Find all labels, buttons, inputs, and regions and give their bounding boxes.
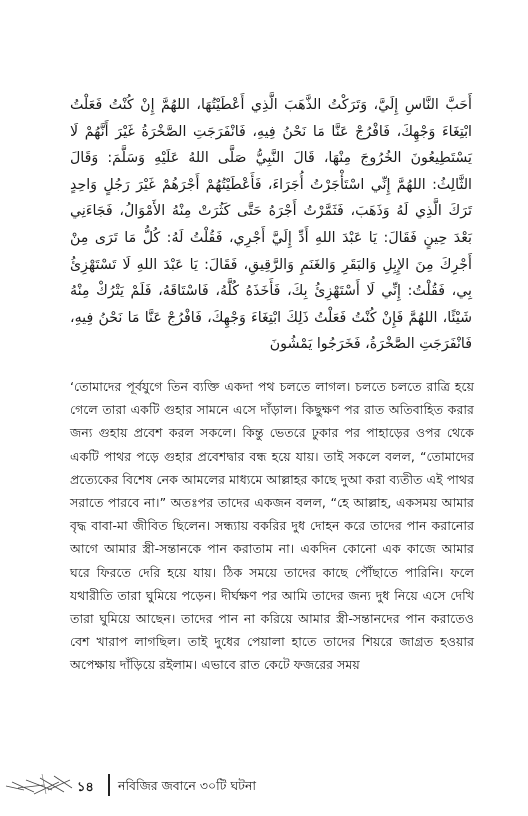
bengali-paragraph: ‘তোমাদের পূর্বযুগে তিন ব্যক্তি একদা পথ চলতে লাগল। চলতে চলতে রাত্রি হয়ে গেলে তারা একটি গুহার সামনে এসে দাঁড়াল। কিছুক্ষণ পর রাত অতিবাহিত করার জন্য গুহায় প্রবেশ করল সকলে। কিন্তু ভেতরে ঢুকার পর পাহাড়ের ওপর থেকে একটি পাথর পড়ে গুহার প্রবেশদ্বার বন্ধ হয়ে যায়। তাই সকলে বলল, “তোমাদের প্রত্যেকের বিশেষ নেক আমলের মাধ্যমে আল্লাহর কাছে দুআ করা ব্যতীত এই পাথর সরাতে পারবে না।” অতঃপর তাদের একজন বলল, “হে আল্লাহ, একসময় আমার বৃদ্ধ বাবা-মা জীবিত ছিলেন। সন্ধ্যায় বকরির দুধ দোহন করে তাদের পান করানোর আগে আমার স্ত্রী-সন্তানকে পান করাতাম না। একদিন কোনো এক কাজে আমার ঘরে ফিরতে দেরি হয়ে যায়। ঠিক সময়ে তাদের কাছে পৌঁছাতে পারিনি। ফলে যথারীতি তারা ঘুমিয়ে পড়েন। দীর্ঘক্ষণ পর আমি তাদের জন্য দুধ নিয়ে এসে দেখি তারা ঘুমিয়ে আছেন। তাদের পান না করিয়ে আমার স্ত্রী-সন্তানদের পান করাতেও বেশ খারাপ লাগছিল। তাই দুধের পেয়ালা হাতে তাদের শিয়রে জাগ্রত হওয়ার অপেক্ষায় দাঁড়িয়ে রইলাম। এভাবে রাত কেটে ফজরের সময় xyxy=(70,379,474,673)
arabic-hadith-text xyxy=(70,92,472,358)
running-title: নবিজির জবানে ৩০টি ঘটনা xyxy=(118,778,257,793)
scratch-mark-decoration xyxy=(4,768,74,798)
bengali-translation-text xyxy=(70,375,474,677)
page-number: ১৪ xyxy=(77,780,94,795)
page-footer xyxy=(0,768,528,798)
footer-divider xyxy=(108,774,110,796)
arabic-paragraph: أَحَبَّ النَّاسِ إِلَيَّ، وَتَرَكْتُ الذَّهَبَ الَّذِي أَعْطَيْتُهَا، اللهُمَّ إِنْ كُنْتُ فَعَلْتُ ابْتِغَاءَ وَجْهِكَ، فَافْرُجْ عَنَّا مَا نَحْنُ فِيهِ، فَانْفَرَجَتِ الصَّخْرَةُ غَيْرَ أَنَّهُمْ لَا يَسْتَطِيعُونَ الخُرُوجَ مِنْهَا، قَالَ النَّبِيُّ صَلَّى اللهُ عَلَيْهِ وَسَلَّمَ: وَقَالَ الثَّالِثُ: اللهُمَّ إِنِّي اسْتَأْجَرْتُ أُجَرَاءَ، فَأَعْطَيْتُهُمْ أَجْرَهُمْ غَيْرَ رَجُلٍ وَاحِدٍ تَرَكَ الَّذِي لَهُ وَذَهَبَ، فَثَمَّرْتُ أَجْرَهُ حَتَّى كَثُرَتْ مِنْهُ الأَمْوَالُ، فَجَاءَنِي بَعْدَ حِينٍ فَقَالَ: يَا عَبْدَ اللهِ أَدِّ إِلَيَّ أَجْرِي، فَقُلْتُ لَهُ: كُلُّ مَا تَرَى مِنْ أَجْرِكَ مِنَ الإِبِلِ وَالبَقَرِ وَالغَنَمِ وَالرَّقِيقِ، فَقَالَ: يَا عَبْدَ اللهِ لَا تَسْتَهْزِئُ بِي، فَقُلْتُ: إِنِّي لَا أَسْتَهْزِئُ بِكَ، فَأَخَذَهُ كُلَّهُ، فَاسْتَاقَهُ، فَلَمْ يَتْرُكْ مِنْهُ شَيْئًا، اللهُمَّ فَإِنْ كُنْتُ فَعَلْتُ ذَلِكَ ابْتِغَاءَ وَجْهِكَ، فَافْرُجْ عَنَّا مَا نَحْنُ فِيهِ، فَانْفَرَجَتِ الصَّخْرَةُ، فَخَرَجُوا يَمْشُونَ xyxy=(70,97,472,353)
